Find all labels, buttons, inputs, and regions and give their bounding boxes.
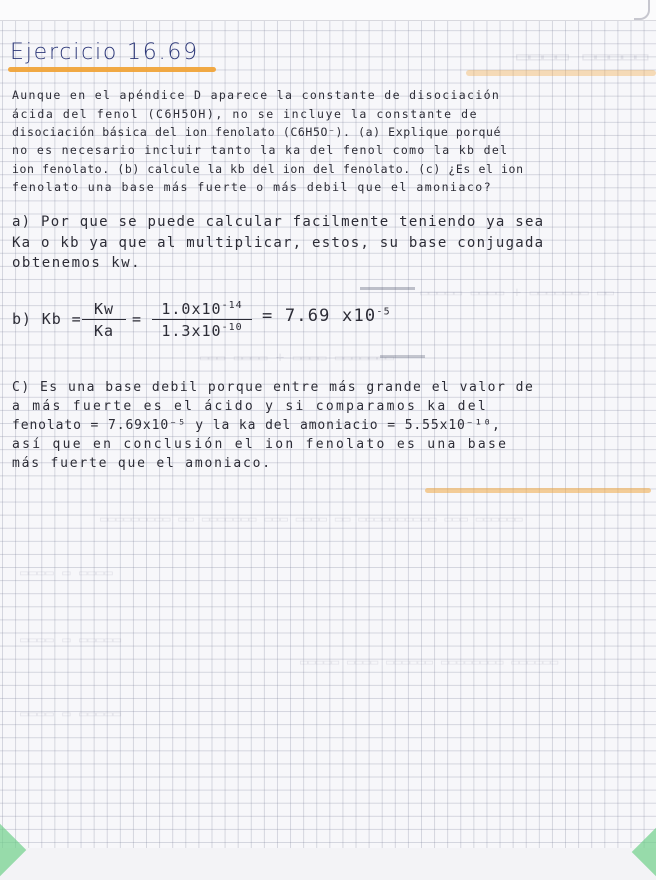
question-line: ácida del fenol (C6H5OH), no se incluye la constante de bbox=[12, 107, 479, 121]
page-curl bbox=[634, 0, 650, 20]
bleed-through-block-6: ▭▭▭▭▭▭ ▭▭▭▭▭▭▭▭ ▭▭▭▭▭▭ ▭▭▭▭ ▭▭▭▭▭ bbox=[300, 655, 559, 670]
bottom-left-binding-mark bbox=[0, 822, 26, 879]
answer-c-line: a más fuerte es el ácido y si comparamos ka del bbox=[12, 399, 488, 414]
question-line: ion fenolato. (b) calcule la kb del ion del fenolato. (c) ¿Es el ion bbox=[12, 162, 524, 176]
answer-c-line: más fuerte que el amoniaco. bbox=[12, 456, 272, 471]
bleed-through-arrow-1 bbox=[360, 287, 415, 290]
bottom-right-binding-mark bbox=[632, 824, 656, 880]
answer-a-line: a) Por que se puede calcular facilmente teniendo ya sea bbox=[12, 214, 545, 230]
question-line: disociación básica del ion fenolato (C6H5O⁻). (a) Explique porqué bbox=[12, 125, 502, 139]
answer-b-label: b) Kb = bbox=[12, 310, 82, 328]
answer-a-line: Ka o kb ya que al multiplicar, estos, su base conjugada bbox=[12, 235, 545, 251]
page-top-edge bbox=[0, 0, 656, 21]
answer-a-line: obtenemos kw. bbox=[12, 255, 142, 271]
equals-sign: = bbox=[132, 310, 142, 328]
title-highlight bbox=[8, 67, 216, 72]
exercise-title: Ejercicio 16.69 bbox=[10, 40, 199, 65]
bleed-through-title: ▭▭▭▭▭ ▭▭▭▭ bbox=[515, 44, 648, 69]
numeric-fraction bbox=[152, 300, 252, 340]
kw-over-ka-fraction bbox=[82, 300, 126, 340]
bleed-through-underline bbox=[466, 70, 656, 76]
fraction-denominator: Ka bbox=[93, 322, 115, 340]
question-line: Aunque en el apéndice D aparece la constante de disociación bbox=[12, 88, 501, 102]
bleed-through-block-2: ▭▭▭▭▭▭▭ ▭▭▭▭ + ▭▭▭▭ ▭▭▭ bbox=[200, 350, 394, 366]
answer-c-line: así que en conclusión el ion fenolato es una base bbox=[12, 437, 509, 452]
bleed-through-arrow-2 bbox=[380, 355, 425, 358]
bleed-through-block-7: ▭▭▭▭▭ ▭ ▭▭▭▭ bbox=[20, 706, 122, 722]
bleed-through-underline-2 bbox=[425, 488, 651, 493]
bleed-through-block-3: ▭▭▭▭▭▭ ▭▭▭ ▭▭▭▭▭▭▭▭▭▭ ▭▭ ▭▭▭▭ ▭▭▭ ▭▭▭▭▭▭▭ ▭▭ ▭▭▭▭▭▭▭▭▭ bbox=[100, 512, 523, 527]
answer-c-line: C) Es una base debil porque entre más grande el valor de bbox=[12, 380, 535, 395]
answer-c-line: fenolato = 7.69x10⁻⁵ y la ka del amoniacio = 5.55x10⁻¹⁰, bbox=[12, 418, 501, 433]
fraction-numerator: Kw bbox=[82, 300, 126, 320]
question-line: fenolato una base más fuerte o más debil que el amoniaco? bbox=[12, 180, 493, 194]
bleed-through-block-4: ▭▭▭▭ ▭ ▭▭▭▭ bbox=[20, 565, 113, 581]
bleed-through-block-5: ▭▭▭▭▭ ▭ ▭▭▭▭ bbox=[20, 632, 122, 648]
numeric-numerator: $1.0x10^{-14}$ bbox=[152, 300, 252, 320]
question-line: no es necesario incluir tanto la ka del fenol como la kb del bbox=[12, 143, 509, 157]
kb-result: = 7.69 $x10^{-5}$ bbox=[262, 306, 391, 326]
numeric-denominator: $1.3x10^{-10}$ bbox=[161, 322, 243, 340]
bleed-through-block-1: ▭▭ ▭▭▭▭▭▭▭ + ▭▭▭▭ ▭▭▭▭▭ bbox=[420, 285, 614, 301]
